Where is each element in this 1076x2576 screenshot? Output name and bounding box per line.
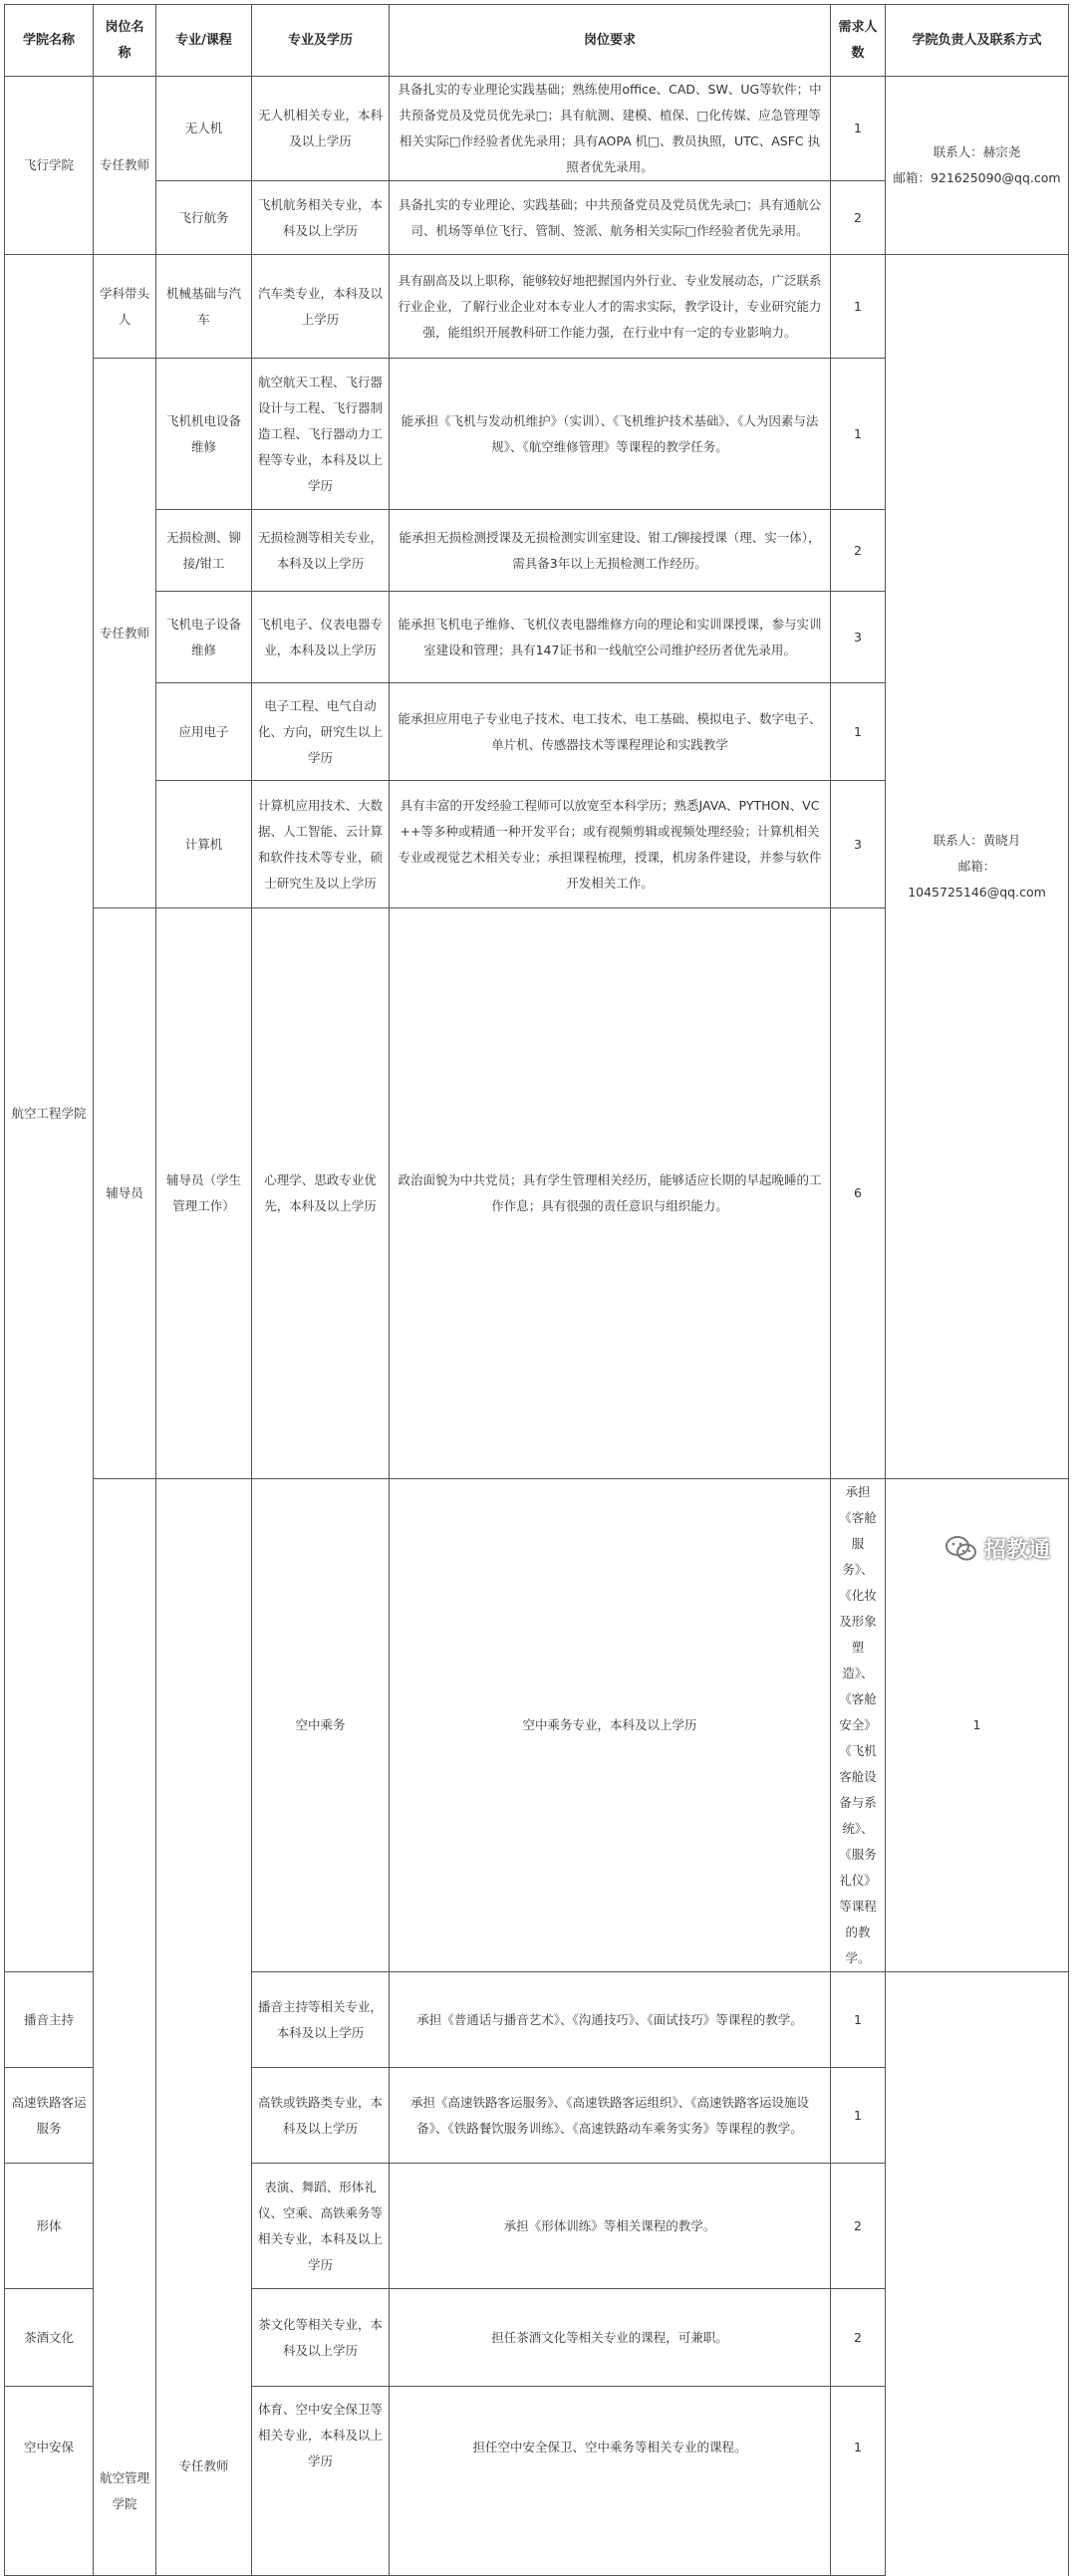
header-contact: 学院负责人及联系方式 [886,5,1069,77]
major-cell: 表演、舞蹈、形体礼仪、空乘、高铁乘务等相关专业，本科及以上学历 [252,2164,390,2289]
count-cell: 3 [831,592,886,683]
major-cell: 飞机航务相关专业，本科及以上学历 [252,181,390,255]
watermark-text: 招教通 [983,1538,1050,1563]
count-cell: 1 [831,77,886,181]
post-name: 辅导员 [94,908,156,1479]
major-cell: 无损检测等相关专业，本科及以上学历 [252,510,390,592]
major-cell: 计算机应用技术、大数据、人工智能、云计算和软件技术等专业，硕士研究生及以上学历 [252,781,390,908]
course-cell: 飞机机电设备维修 [156,359,252,510]
course-cell: 茶酒文化 [5,2289,94,2387]
count-cell: 6 [831,908,886,1479]
requirement-cell: 能承担《飞机与发动机维护》（实训）、《飞机维护技术基础》、《人为因素与法规》、《航空维修管理》等课程的教学任务。 [390,359,831,510]
contact-person: 联系人：黄晓月 [933,833,1021,848]
contact-cell [886,255,1069,1479]
contact-cell [886,77,1069,255]
requirement-cell: 具有副高及以上职称，能够较好地把握国内外行业、专业发展动态，广泛联系行业企业，了解行业企业对本专业人才的需求实际，教学设计，专业研究能力强，能组织开展教科研工作能力强，在行业中有一定的专业影响力。 [390,255,831,359]
college-name: 飞行学院 [5,77,94,255]
major-cell: 高铁或铁路类专业，本科及以上学历 [252,2068,390,2164]
count-cell: 1 [886,1479,1069,1972]
major-cell: 播音主持等相关专业，本科及以上学历 [252,1972,390,2068]
count-cell: 1 [831,683,886,781]
major-cell: 无人机相关专业，本科及以上学历 [252,77,390,181]
table-row [5,1479,1069,1972]
post-name: 专任教师 [156,1479,252,2576]
major-cell: 茶文化等相关专业，本科及以上学历 [252,2289,390,2387]
course-cell: 机械基础与汽车 [156,255,252,359]
requirement-cell: 承担《普通话与播音艺术》、《沟通技巧》、《面试技巧》等课程的教学。 [390,1972,831,2068]
major-cell: 航空航天工程、飞行器设计与工程、飞行器制造工程、飞行器动力工程等专业，本科及以上学历 [252,359,390,510]
requirement-cell: 具备扎实的专业理论实践基础；熟练使用office、CAD、SW、UG等软件；中共预备党员及党员优先录□；具有航测、建模、植保、□化传媒、应急管理等相关实际□作经验者优先录用；具有AOPA 机□、教员执照，UTC、ASFC 执照者优先录用。 [390,77,831,181]
count-cell: 1 [831,1972,886,2068]
requirement-cell: 能承担无损检测授课及无损检测实训室建设、钳工/铆接授课（理、实一体），需具备3年以上无损检测工作经历。 [390,510,831,592]
major-cell: 心理学、思政专业优先，本科及以上学历 [252,908,390,1479]
header-major: 专业及学历 [252,5,390,77]
header-course: 专业/课程 [156,5,252,77]
count-cell: 2 [831,2289,886,2387]
count-cell: 3 [831,781,886,908]
count-cell: 1 [831,2068,886,2164]
header-row [5,5,1069,77]
requirement-cell: 承担《客舱服务》、《化妆及形象塑造》、《客舱安全》《飞机客舱设备与系统》、《服务礼仪》等课程的教学。 [831,1479,886,1972]
requirement-cell: 担任茶酒文化等相关专业的课程，可兼职。 [390,2289,831,2387]
course-cell: 计算机 [156,781,252,908]
watermark [944,1533,1050,1564]
requirement-cell: 能承担应用电子专业电子技术、电工技术、电工基础、模拟电子、数字电子、单片机、传感器技术等课程理论和实践教学 [390,683,831,781]
count-cell: 2 [831,510,886,592]
count-cell: 1 [831,359,886,510]
course-cell: 无人机 [156,77,252,181]
contact-email: 邮箱：921625090@qq.com [893,170,1061,185]
course-cell: 无损检测、铆接/钳工 [156,510,252,592]
college-name: 航空管理学院 [94,1479,156,2576]
header-post: 岗位名称 [94,5,156,77]
course-cell: 高速铁路客运服务 [5,2068,94,2164]
course-cell: 形体 [5,2164,94,2289]
major-cell: 体育、空中安全保卫等相关专业，本科及以上学历 [252,2387,390,2576]
header-count: 需求人数 [831,5,886,77]
post-name: 专任教师 [94,359,156,908]
course-cell: 空中乘务 [252,1479,390,1972]
major-cell: 飞机电子、仪表电器专业，本科及以上学历 [252,592,390,683]
requirement-cell: 具备扎实的专业理论、实践基础；中共预备党员及党员优先录□；具有通航公司、机场等单位飞行、管制、签派、航务相关实际□作经验者优先录用。 [390,181,831,255]
post-name: 学科带头人 [94,255,156,359]
header-college: 学院名称 [5,5,94,77]
count-cell: 2 [831,2164,886,2289]
requirement-cell: 担任空中安全保卫、空中乘务等相关专业的课程。 [390,2387,831,2576]
major-cell: 电子工程、电气自动化、方向，研究生以上学历 [252,683,390,781]
count-cell: 1 [831,255,886,359]
count-cell: 1 [831,2387,886,2576]
contact-person: 联系人：赫宗尧 [933,144,1021,159]
header-requirement: 岗位要求 [390,5,831,77]
course-cell: 飞机电子设备维修 [156,592,252,683]
requirement-cell: 承担《形体训练》等相关课程的教学。 [390,2164,831,2289]
contact-email: 1045725146@qq.com [908,885,1046,900]
major-cell: 汽车类专业，本科及以上学历 [252,255,390,359]
course-cell: 辅导员（学生管理工作） [156,908,252,1479]
course-cell: 空中安保 [5,2387,94,2576]
requirement-cell: 政治面貌为中共党员；具有学生管理相关经历，能够适应长期的早起晚睡的工作作息；具有很强的责任意识与组织能力。 [390,908,831,1479]
recruitment-table [4,4,1069,2576]
table-row [5,255,1069,359]
college-name: 航空工程学院 [5,255,94,1972]
major-cell: 空中乘务专业，本科及以上学历 [390,1479,831,1972]
contact-email-label: 邮箱： [957,859,996,874]
course-cell: 播音主持 [5,1972,94,2068]
requirement-cell: 具有丰富的开发经验工程师可以放宽至本科学历；熟悉JAVA、PYTHON、VC++等多种或精通一种开发平台；或有视频剪辑或视频处理经验；计算机相关专业或视觉艺术相关专业；承担课程梳理，授课，机房条件建设，并参与软件开发相关工作。 [390,781,831,908]
requirement-cell: 承担《高速铁路客运服务》、《高速铁路客运组织》、《高速铁路客运设施设备》、《铁路餐饮服务训练》、《高速铁路动车乘务实务》等课程的教学。 [390,2068,831,2164]
requirement-cell: 能承担飞机电子维修、飞机仪表电器维修方向的理论和实训课授课，参与实训室建设和管理；具有147证书和一线航空公司维护经历者优先录用。 [390,592,831,683]
post-name: 专任教师 [94,77,156,255]
count-cell: 2 [831,181,886,255]
wechat-icon [944,1535,978,1563]
course-cell: 飞行航务 [156,181,252,255]
table-row [5,77,1069,181]
course-cell: 应用电子 [156,683,252,781]
